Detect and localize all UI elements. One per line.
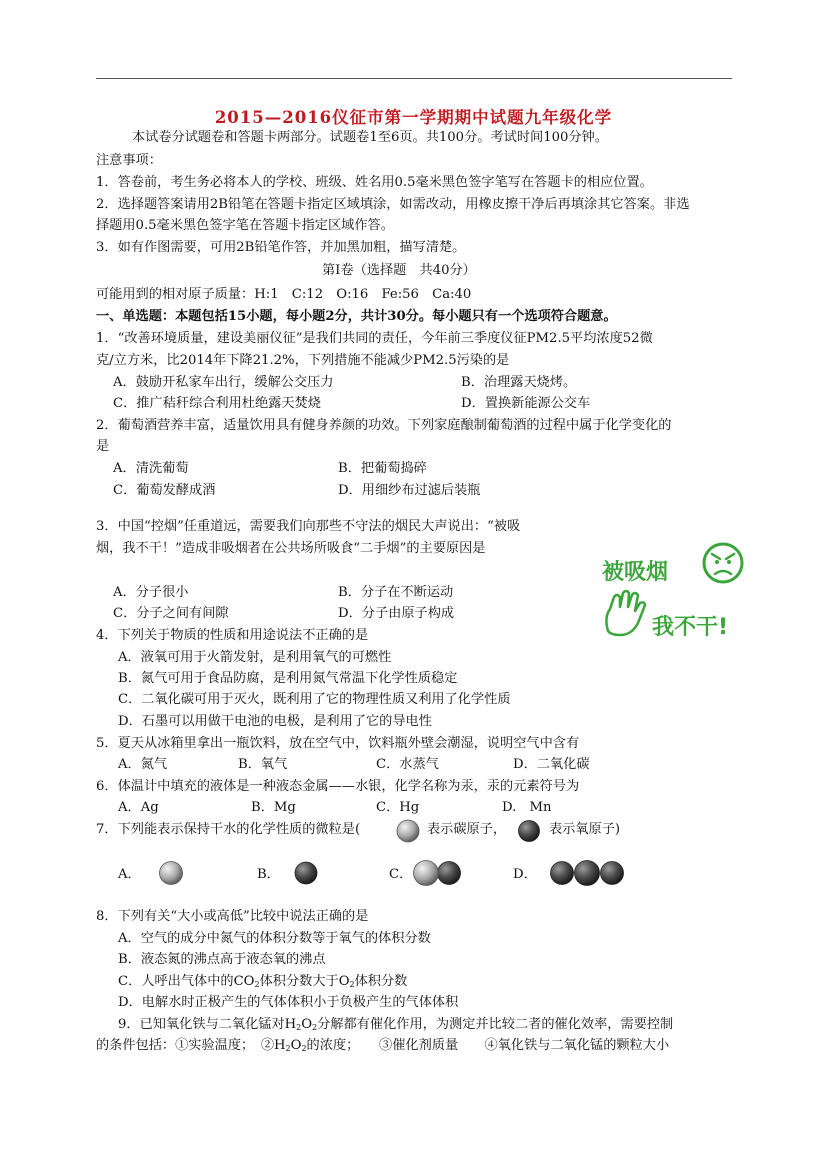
q5-option-c: C．水蒸气 [376, 757, 439, 772]
q1-option-c: C．推广秸秆综合利用杜绝露天焚烧 [113, 396, 321, 411]
q5-option-b: B．氧气 [238, 757, 288, 772]
notice-heading: 注意事项： [96, 153, 162, 168]
q1-stem-line2: 克/立方米，比2014年下降21.2%，下列措施不能减少PM2.5污染的是 [96, 353, 510, 368]
q4-stem: 4．下列关于物质的性质和用途说法不正确的是 [96, 628, 369, 643]
q3-option-d: D．分子由原子构成 [338, 606, 455, 621]
no-smoking-sticker [596, 531, 748, 651]
q7-option-d-co2-molecule [548, 859, 628, 887]
q3-option-b: B．分子在不断运动 [338, 585, 454, 600]
notice-3: 3．如有作图需要，可用2B铅笔作答，并加黑加粗，描写清楚。 [96, 240, 466, 255]
q4-option-b: B．氮气可用于食品防腐，是利用氮气常温下化学性质稳定 [118, 671, 458, 686]
q7-stem-end: 表示氧原子) [549, 822, 621, 837]
q3-stem-line2: 烟，我不干！”造成非吸烟者在公共场所吸食“二手烟”的主要原因是 [96, 541, 486, 556]
q5-option-d: D．二氧化碳 [513, 757, 590, 772]
q8-option-c: C．人呼出气体中的$CO_2$体积分数大于$O_2$体积分数 [118, 974, 408, 989]
q8-option-a: A．空气的成分中氮气的体积分数等于氧气的体积分数 [118, 931, 431, 946]
exam-title: 2015—2016仪征市第一学期期中试题九年级化学 [214, 108, 613, 127]
notice-2: 2．选择题答案请用2B铅笔在答题卡指定区域填涂，如需改动，用橡皮擦干净后再填涂其它答案。非选 [96, 197, 690, 212]
hand-stop-icon [606, 591, 645, 635]
q7-option-a-label: A． [118, 867, 141, 882]
q7-option-c-label: C． [389, 867, 413, 882]
sticker-text-1: 被吸烟 [602, 560, 669, 585]
q7-stem-start: 7．下列能表示保持干水的化学性质的微粒是( [96, 822, 361, 837]
q2-option-b: B．把葡萄捣碎 [338, 461, 427, 476]
q9-stem-line1: 9．已知氧化铁与二氧化锰对$H_2O_2$分解都有催化作用，为测定并比较二者的催化效率，需要控制 [118, 1017, 674, 1032]
q6-option-d: D. Mn [502, 800, 552, 815]
q9-stem-line2: 的条件包括：①实验温度； $②H_2O_2$的浓度； ③催化剂质量 ④氧化铁与二氧化锰的颗粒大小 [96, 1038, 670, 1053]
notice-2-cont: 择题用0.5毫米黑色签字笔在答题卡指定区域作答。 [96, 218, 394, 233]
q6-option-a: A．Ag [118, 800, 159, 815]
q2-option-a: A．清洗葡萄 [113, 461, 189, 476]
q7-option-b-label: B． [257, 867, 280, 882]
q3-option-c: C．分子之间有间隙 [113, 606, 229, 621]
q1-option-d: D．置换新能源公交车 [461, 396, 591, 411]
q4-option-d: D．石墨可以用做干电池的电极，是利用了它的导电性 [118, 714, 432, 729]
q5-option-a: A．氮气 [118, 757, 168, 772]
q1-option-a: A．鼓励开私家车出行，缓解公交压力 [113, 375, 334, 390]
q6-stem: 6．体温计中填充的液体是一种液态金属——水银，化学名称为汞，汞的元素符号为 [96, 779, 580, 794]
q5-stem: 5．夏天从冰箱里拿出一瓶饮料，放在空气中，饮料瓶外壁会潮湿，说明空气中含有 [96, 736, 580, 751]
q8-stem: 8．下列有关“大小或高低”比较中说法正确的是 [96, 909, 369, 924]
section-title: 第Ⅰ卷（选择题 共40分） [322, 263, 476, 278]
angry-face-icon [704, 544, 742, 582]
q6-option-b: B．Mg [251, 800, 296, 815]
q3-stem-line1: 3．中国“控烟”任重道远，需要我们向那些不守法的烟民大声说出：“被吸 [96, 519, 521, 534]
q7-option-a-carbon-molecule [158, 860, 186, 886]
q2-option-c: C．葡萄发酵成酒 [113, 483, 216, 498]
exam-intro: 本试卷分试题卷和答题卡两部分。试题卷1至6页。共100分。考试时间100分钟。 [132, 130, 608, 145]
q7-option-d-label: D． [513, 867, 537, 882]
q1-stem-line1: 1．“改善环境质量，建设美丽仪征”是我们共同的责任，今年前三季度仪征PM2.5平均浓度52微 [96, 331, 653, 346]
q8-option-b: B．液态氮的沸点高于液态氧的沸点 [118, 952, 326, 967]
carbon-atom-icon [395, 819, 423, 843]
part1-heading: 一、单选题：本题包括15小题，每小题2分，共计30分。每小题只有一个选项符合题意。 [96, 309, 617, 324]
q3-option-a: A．分子很小 [113, 585, 189, 600]
q4-option-a: A．液氧可用于火箭发射，是利用氧气的可燃性 [118, 650, 392, 665]
top-rule [96, 78, 732, 79]
q8-option-d: D．电解水时正极产生的气体体积小于负极产生的气体体积 [118, 995, 459, 1010]
q6-option-c: C．Hg [376, 800, 420, 815]
atomic-masses: 可能用到的相对原子质量：H:1 C:12 O:16 Fe:56 Ca:40 [96, 287, 472, 302]
q2-stem-line1: 2．葡萄酒营养丰富，适量饮用具有健身养颜的功效。下列家庭酿制葡萄酒的过程中属于化学变化的 [96, 418, 672, 433]
sticker-text-2: 我不干! [652, 615, 729, 640]
q7-option-c-co-molecule [409, 859, 465, 887]
q2-stem-line2: 是 [96, 439, 110, 454]
q7-option-b-oxygen-molecule [293, 860, 319, 886]
q7-stem-middle: 表示碳原子， [427, 822, 507, 837]
q2-option-d: D．用细纱布过滤后装瓶 [338, 483, 481, 498]
notice-1: 1．答卷前，考生务必将本人的学校、班级、姓名用0.5毫米黑色签字笔写在答题卡的相应位置。 [96, 175, 653, 190]
oxygen-atom-icon [517, 819, 543, 843]
q4-option-c: C．二氧化碳可用于灭火，既利用了它的物理性质又利用了化学性质 [118, 692, 511, 707]
q1-option-b: B．治理露天烧烤。 [461, 375, 577, 390]
